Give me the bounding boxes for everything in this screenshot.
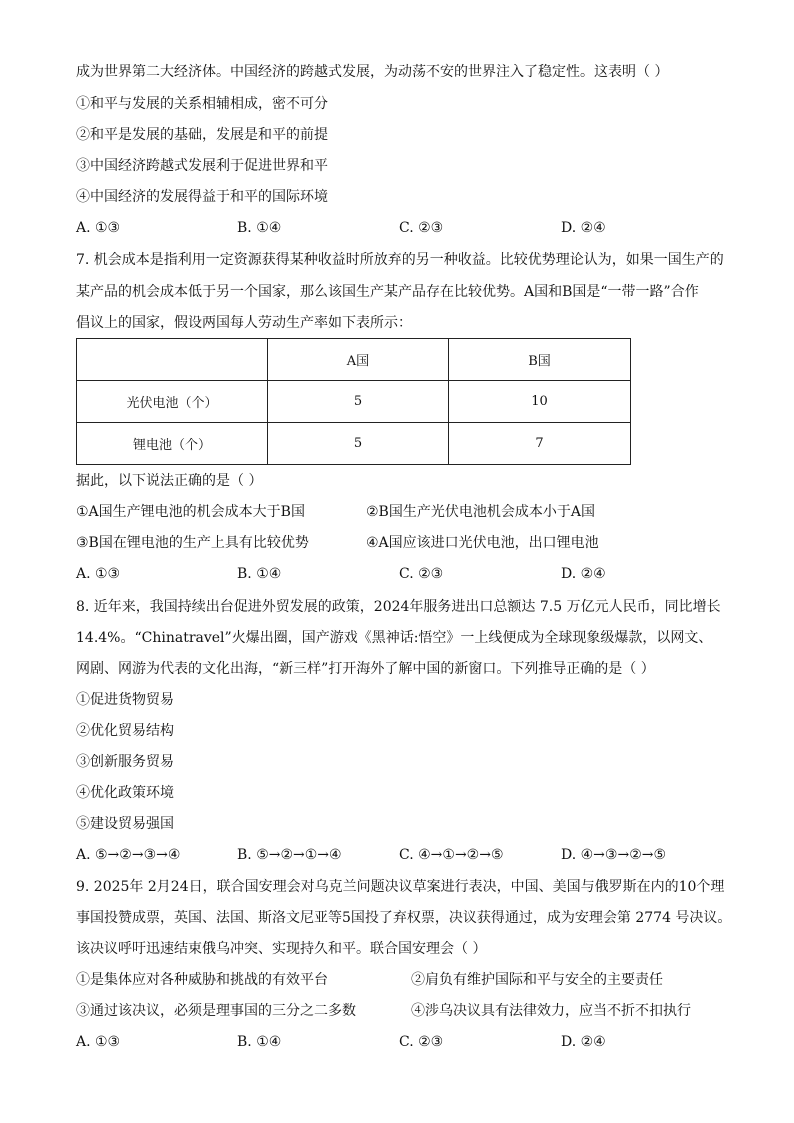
q7-question: 据此，以下说法正确的是（ ） — [76, 473, 263, 489]
q9-option-c: C. ②③ — [399, 1034, 444, 1050]
q9-stem-line-3: 该决议呼吁迅速结束俄乌冲突、实现持久和平。联合国安理会（ ） — [76, 941, 487, 957]
q6-option-c: C. ②③ — [399, 220, 444, 236]
q9-stem-line-1: 9. 2025年 2月24日，联合国安理会对乌克兰问题决议草案进行表决，中国、美国与俄罗斯在内的10个理 — [76, 879, 725, 895]
q6-item-2: ②和平是发展的基础，发展是和平的前提 — [76, 127, 328, 143]
q8-stem-line-1: 8. 近年来，我国持续出台促进外贸发展的政策，2024年服务进出口总额达 7.5 万亿元人民币，同比增长 — [76, 599, 721, 615]
q6-item-4: ④中国经济的发展得益于和平的国际环境 — [76, 189, 328, 205]
q8-item-2: ②优化贸易结构 — [76, 723, 174, 739]
q7-stem-line-3: 倡议上的国家，假设两国每人劳动生产率如下表所示： — [76, 315, 412, 331]
table-header-cell: A国 — [268, 339, 449, 381]
q7-item-2: ②B国生产光伏电池机会成本小于A国 — [366, 504, 595, 520]
q7-option-c: C. ②③ — [399, 566, 444, 582]
table-cell: 锂电池（个） — [77, 423, 268, 465]
q9-option-d: D. ②④ — [561, 1034, 606, 1050]
table-cell: 光伏电池（个） — [77, 381, 268, 423]
q9-item-1: ①是集体应对各种威胁和挑战的有效平台 — [76, 972, 328, 988]
q8-option-a: A. ⑤→②→③→④ — [76, 847, 181, 863]
table-header-row — [77, 339, 631, 381]
q8-item-4: ④优化政策环境 — [76, 785, 174, 801]
q8-stem-line-2: 14.4%。“Chinatravel”火爆出圈，国产游戏《黑神话:悟空》一上线便成为全球现象级爆款，以网文、 — [76, 630, 713, 646]
q9-option-a: A. ①③ — [76, 1034, 121, 1050]
q7-item-1: ①A国生产锂电池的机会成本大于B国 — [76, 504, 305, 520]
q8-option-c: C. ④→①→②→⑤ — [399, 847, 504, 863]
table-row — [77, 381, 631, 423]
table-header-cell — [77, 339, 268, 381]
table-row — [77, 423, 631, 465]
q7-option-b: B. ①④ — [237, 566, 282, 582]
q8-item-3: ③创新服务贸易 — [76, 754, 174, 770]
q7-stem-line-2: 某产品的机会成本低于另一个国家，那么该国生产某产品存在比较优势。A国和B国是“一带一路”合作 — [76, 284, 699, 300]
q9-option-b: B. ①④ — [237, 1034, 282, 1050]
q8-option-b: B. ⑤→②→①→④ — [237, 847, 342, 863]
q6-item-3: ③中国经济跨越式发展利于促进世界和平 — [76, 158, 328, 174]
q6-option-b: B. ①④ — [237, 220, 282, 236]
q7-option-d: D. ②④ — [561, 566, 606, 582]
q9-item-3: ③通过该决议，必须是理事国的三分之二多数 — [76, 1003, 356, 1019]
q7-item-4: ④A国应该进口光伏电池，出口锂电池 — [366, 535, 599, 551]
productivity-table — [76, 338, 631, 465]
table-header-cell: B国 — [449, 339, 631, 381]
q6-option-a: A. ①③ — [76, 220, 121, 236]
q6-stem-tail: 成为世界第二大经济体。中国经济的跨越式发展，为动荡不安的世界注入了稳定性。这表明（ ） — [76, 64, 669, 80]
q6-item-1: ①和平与发展的关系相辅相成，密不可分 — [76, 96, 328, 112]
q7-stem-line-1: 7. 机会成本是指利用一定资源获得某种收益时所放弃的另一种收益。比较优势理论认为，如果一国生产的 — [76, 252, 724, 268]
table-cell: 7 — [449, 423, 631, 465]
q9-stem-line-2: 事国投赞成票，英国、法国、斯洛文尼亚等5国投了弃权票，决议获得通过，成为安理会第 2774 号决议。 — [76, 910, 732, 926]
q7-option-a: A. ①③ — [76, 566, 121, 582]
q8-stem-line-3: 网剧、网游为代表的文化出海，“新三样”打开海外了解中国的新窗口。下列推导正确的是（ ） — [76, 661, 655, 677]
q6-option-d: D. ②④ — [561, 220, 606, 236]
table-cell: 5 — [268, 381, 449, 423]
table-cell: 10 — [449, 381, 631, 423]
q7-item-3: ③B国在锂电池的生产上具有比较优势 — [76, 535, 309, 551]
q8-item-1: ①促进货物贸易 — [76, 692, 174, 708]
table-cell: 5 — [268, 423, 449, 465]
q9-item-4: ④涉乌决议具有法律效力，应当不折不扣执行 — [411, 1003, 691, 1019]
q9-item-2: ②肩负有维护国际和平与安全的主要责任 — [411, 972, 663, 988]
q8-option-d: D. ④→③→②→⑤ — [561, 847, 667, 863]
q8-item-5: ⑤建设贸易强国 — [76, 816, 174, 832]
